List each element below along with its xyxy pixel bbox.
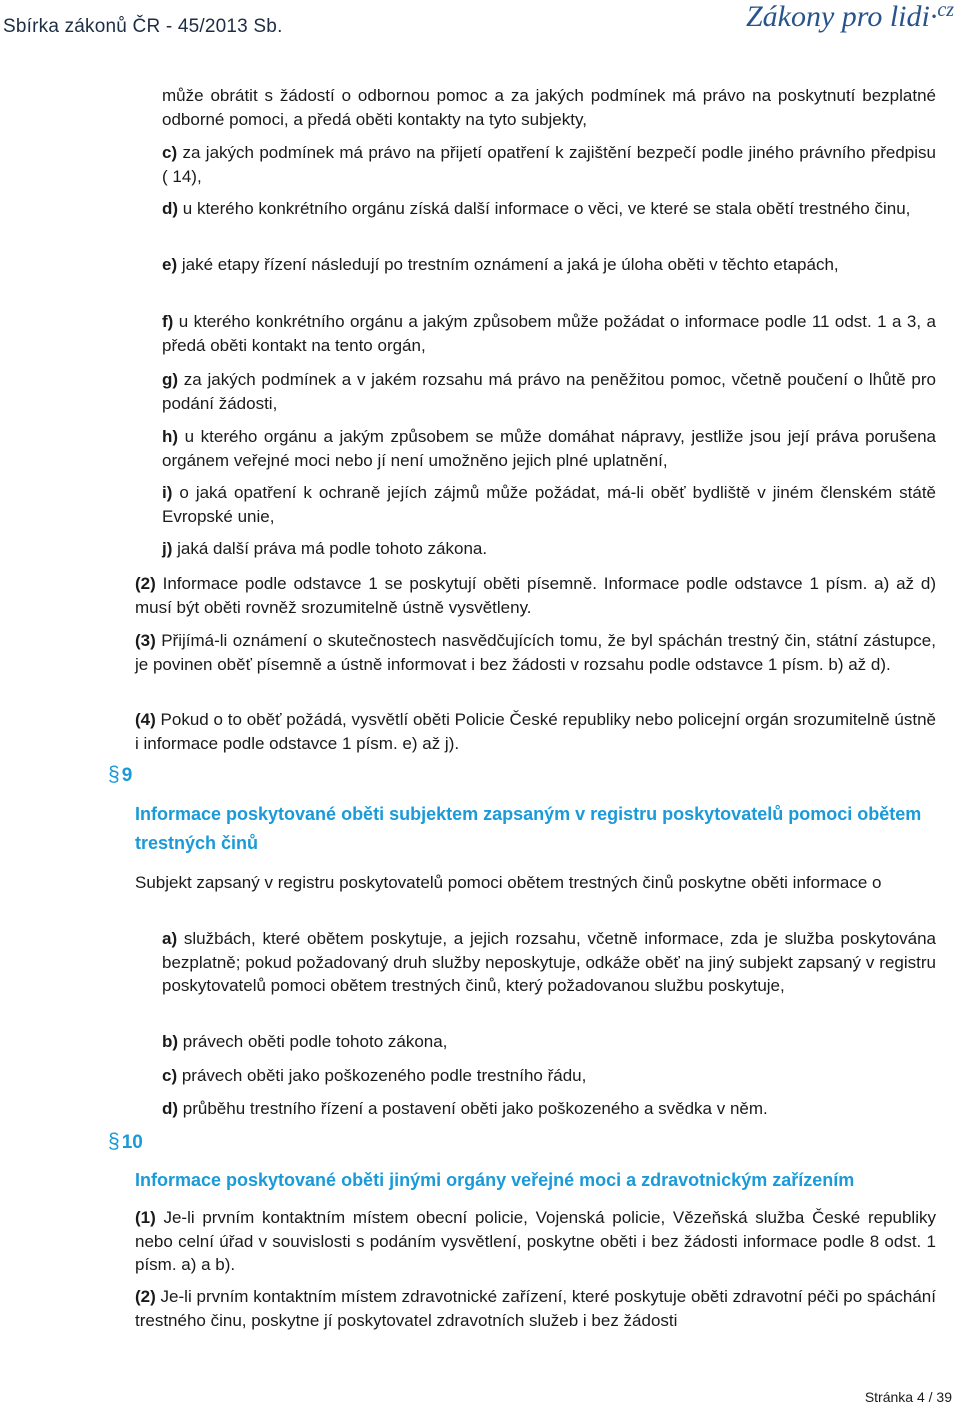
page-number: Stránka 4 / 39	[864, 1389, 952, 1405]
list-item: d) průběhu trestního řízení a postavení oběti jako poškozeného a svědka v něm.	[162, 1099, 768, 1118]
section-10-heading: Informace poskytované oběti jinými orgány veřejné moci a zdravotnickým zařízením	[135, 1170, 855, 1190]
section-9-heading: Informace poskytované oběti subjektem zapsaným v registru poskytovatelů pomoci obětem trestných činů	[135, 804, 922, 853]
paragraph: (1) Je-li prvním kontaktním místem obecní policie, Vojenská policie, Vězeňská služba České republiky nebo celní úřad v souvislosti s podáním vysvětlení, poskytne oběti i bez žádosti informace podle 8 odst. 1 písm. a) a b).	[135, 1208, 936, 1274]
paragraph-key: (2)	[135, 574, 156, 593]
list-item: i) o jaká opatření k ochraně jejích zájmů může požádat, má-li oběť bydliště v jiném členském státě Evropské unie,	[162, 483, 936, 526]
item-key: h)	[162, 427, 179, 446]
paragraph-key: (1)	[135, 1208, 156, 1227]
item-key: d)	[162, 199, 179, 218]
logo-main: Zákony pro lidi	[745, 0, 930, 33]
item-key: c)	[162, 143, 178, 162]
list-item: g) za jakých podmínek a v jakém rozsahu má právo na peněžitou pomoc, včetně poučení o lhůtě pro podání žádosti,	[162, 370, 936, 413]
page-header	[0, 0, 960, 46]
item-key: j)	[162, 539, 173, 558]
section-9-intro: Subjekt zapsaný v registru poskytovatelů pomoci obětem trestných činů poskytne oběti informace o	[135, 873, 882, 892]
item-key: a)	[162, 929, 178, 948]
paragraph: (3) Přijímá-li oznámení o skutečnostech nasvědčujících tomu, že byl spáchán trestný čin, státní zástupce, je povinen oběť písemně a ústně informovat i bez žádosti v rozsahu podle odstavce 1 písm. b) až d).	[135, 631, 936, 674]
list-item: c) za jakých podmínek má právo na přijetí opatření k zajištění bezpečí podle jiného právního předpisu ( 14),	[162, 143, 936, 186]
list-item: j) jaká další práva má podle tohoto zákona.	[162, 539, 488, 558]
document-title: Sbírka zákonů ČR - 45/2013 Sb.	[3, 16, 283, 37]
logo-dot: ·	[929, 0, 938, 33]
item-key: d)	[162, 1099, 179, 1118]
list-item: d) u kterého konkrétního orgánu získá další informace o věci, ve které se stala obětí trestného činu,	[162, 199, 911, 218]
item-key: g)	[162, 370, 179, 389]
item-key: e)	[162, 255, 178, 274]
paragraph-key: (3)	[135, 631, 156, 650]
paragraph-key: (4)	[135, 710, 156, 729]
paragraph-sign-icon: §	[108, 1130, 120, 1153]
list-item: f) u kterého konkrétního orgánu a jakým způsobem může požádat o informace podle 11 odst. 1 a 3, a předá oběti kontakt na tento orgán,	[162, 312, 936, 355]
paragraph: (2) Informace podle odstavce 1 se poskytují oběti písemně. Informace podle odstavce 1 písm. a) až d) musí být oběti rovněž srozumitelně ústně vysvětleny.	[135, 574, 936, 617]
item-key: f)	[162, 312, 174, 331]
list-item: h) u kterého orgánu a jakým způsobem se může domáhat nápravy, jestliže jsou její práva porušena orgánem veřejné moci nebo jí není umožněno jejich plné uplatnění,	[162, 427, 936, 470]
logo-tld: cz	[937, 0, 954, 21]
list-item: a) službách, které obětem poskytuje, a jejich rozsahu, včetně informace, zda je služba poskytována bezplatně; pokud požadovaný druh služby neposkytuje, odkáže oběť na jiný subjekt zapsaný v registru poskytovatelů pomoci obětem trestných činů, který požadovanou službu poskytuje,	[162, 929, 936, 995]
list-item: c) právech oběti jako poškozeného podle trestního řádu,	[162, 1066, 587, 1085]
paragraph: (4) Pokud o to oběť požádá, vysvětlí oběti Policie České republiky nebo policejní orgán srozumitelně ústně i informace podle odstavce 1 písm. e) až j).	[135, 710, 936, 753]
item-key: b)	[162, 1032, 179, 1051]
zakony-pro-lidi-logo[interactable]	[746, 0, 954, 34]
item-key: i)	[162, 483, 173, 502]
section-number-10[interactable]: § 10	[108, 1130, 143, 1153]
paragraph: (2) Je-li prvním kontaktním místem zdravotnické zařízení, které poskytuje oběti zdravotní péči po spáchání trestného činu, poskytne jí poskytovatel zdravotních služeb i bez žádosti	[135, 1287, 936, 1330]
list-item: může obrátit s žádostí o odbornou pomoc a za jakých podmínek má právo na poskytnutí bezplatné odborné pomoci, a předá oběti kontakty na tyto subjekty,	[162, 86, 936, 129]
section-number-9[interactable]: § 9	[108, 763, 133, 786]
paragraph-key: (2)	[135, 1287, 156, 1306]
item-key: c)	[162, 1066, 178, 1085]
list-item: e) jaké etapy řízení následují po trestním oznámení a jaká je úloha oběti v těchto etapách,	[162, 255, 839, 274]
list-item: b) právech oběti podle tohoto zákona,	[162, 1032, 448, 1051]
paragraph-sign-icon: §	[108, 763, 120, 786]
